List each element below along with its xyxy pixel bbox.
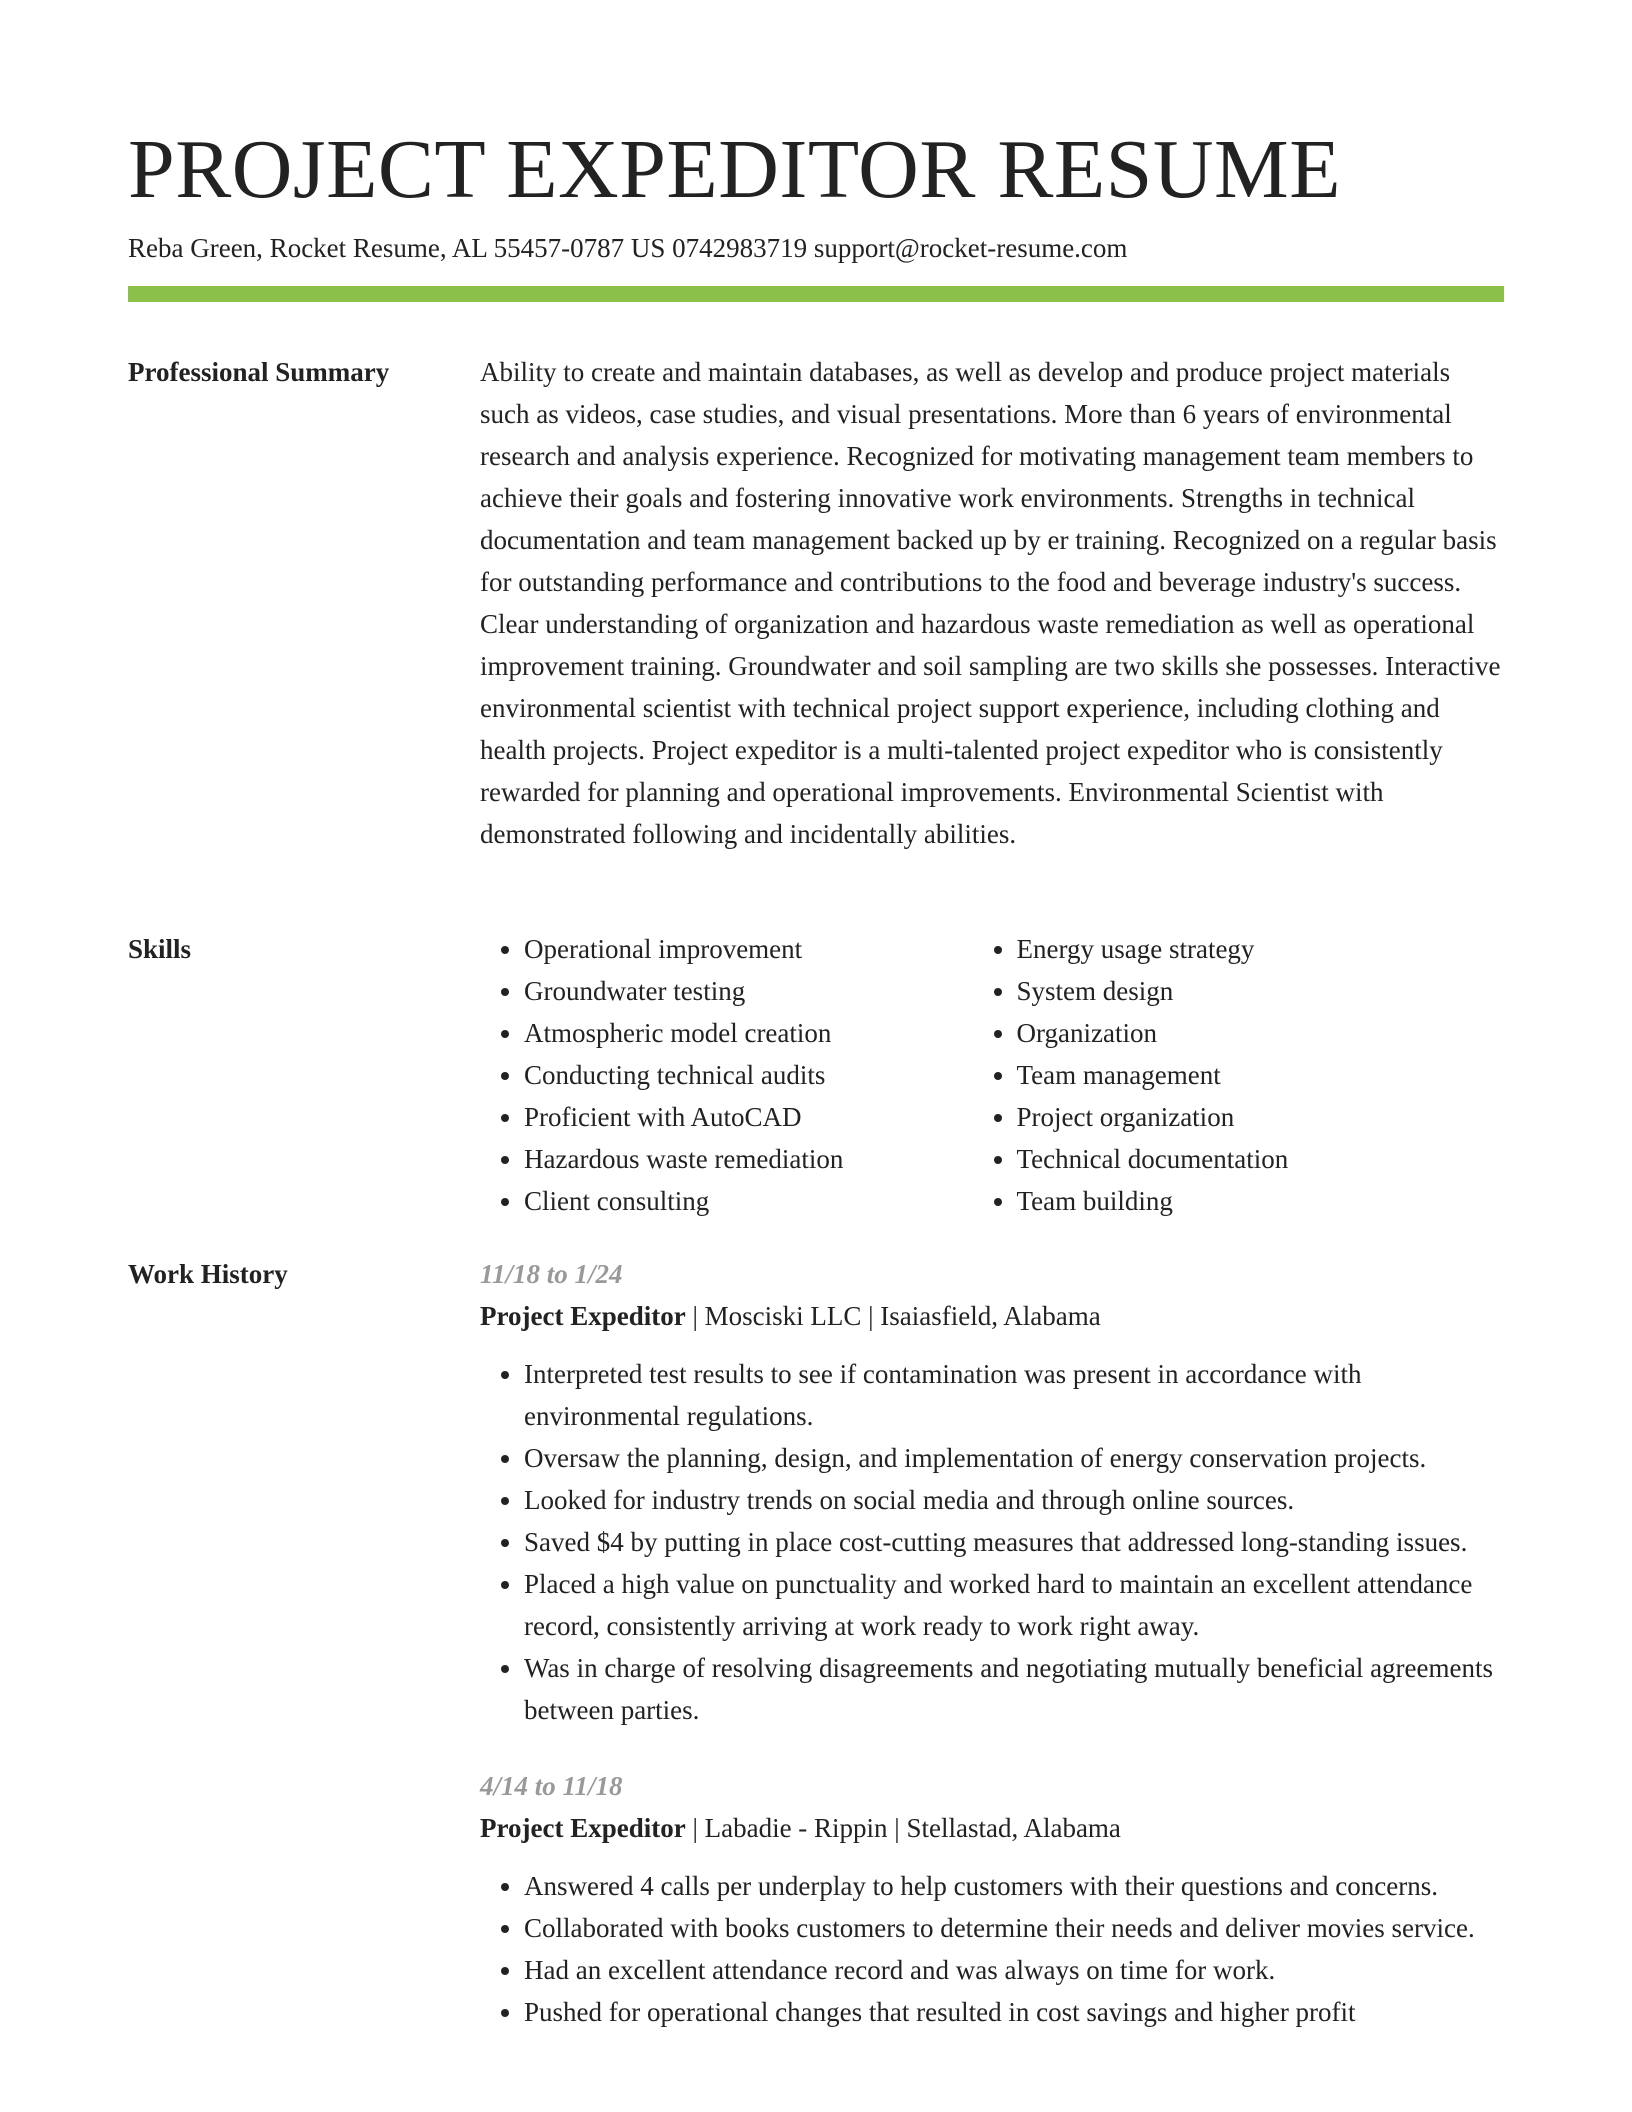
job-bullet: • Answered 4 calls per underplay to help customers with their questions and concerns. <box>524 1865 1504 1907</box>
skill-item: • System design <box>1017 970 1505 1012</box>
section-label-summary: Professional Summary <box>128 357 390 387</box>
job-company-location: | Mosciski LLC | Isaiasfield, Alabama <box>685 1301 1101 1331</box>
job-title-line <box>480 1295 1504 1337</box>
job-dates: 11/18 to 1/24 <box>480 1259 623 1289</box>
job-bullet: • Had an excellent attendance record and was always on time for work. <box>524 1949 1504 1991</box>
job-bullet: • Saved $4 by putting in place cost-cutting measures that addressed long-standing issues. <box>524 1521 1504 1563</box>
job-dates: 4/14 to 11/18 <box>480 1771 623 1801</box>
skill-item: • Operational improvement <box>524 928 973 970</box>
job-company-location: | Labadie - Rippin | Stellastad, Alabama <box>685 1813 1121 1843</box>
work-history-body <box>480 1253 1504 2067</box>
job-bullet: • Placed a high value on punctuality and worked hard to maintain an excellent attendance record, consistently arriving at work ready to work right away. <box>524 1563 1504 1647</box>
skill-item: • Project organization <box>1017 1096 1505 1138</box>
skill-item: • Technical documentation <box>1017 1138 1505 1180</box>
job-title: Project Expeditor <box>480 1813 686 1843</box>
job-bullet: • Was in charge of resolving disagreements and negotiating mutually beneficial agreements between parties. <box>524 1647 1504 1731</box>
skill-item: • Team management <box>1017 1054 1505 1096</box>
job-title-line <box>480 1807 1504 1849</box>
skill-item: • Client consulting <box>524 1180 973 1222</box>
skill-item: • Conducting technical audits <box>524 1054 973 1096</box>
job-bullets <box>480 1353 1504 1731</box>
skills-list-left <box>480 928 973 1222</box>
job-bullet: • Looked for industry trends on social media and through online sources. <box>524 1479 1504 1521</box>
skill-item: • Proficient with AutoCAD <box>524 1096 973 1138</box>
skills-list-right <box>973 928 1505 1222</box>
skill-item: • Atmospheric model creation <box>524 1012 973 1054</box>
skills-body <box>480 928 1504 1222</box>
section-label-skills: Skills <box>128 934 192 964</box>
summary-body <box>480 351 1504 855</box>
skill-item: • Organization <box>1017 1012 1505 1054</box>
job-bullet: • Interpreted test results to see if contamination was present in accordance with environmental regulations. <box>524 1353 1504 1437</box>
job-title: Project Expeditor <box>480 1301 686 1331</box>
job-bullet: • Pushed for operational changes that resulted in cost savings and higher profit <box>524 1991 1504 2033</box>
skill-item: • Groundwater testing <box>524 970 973 1012</box>
job-entry <box>480 1253 1504 1731</box>
contact-line: Reba Green, Rocket Resume, AL 55457-0787 US 0742983719 support@rocket-resume.com <box>128 233 1128 263</box>
job-entry <box>480 1765 1504 2033</box>
skill-item: • Hazardous waste remediation <box>524 1138 973 1180</box>
section-label-work-history: Work History <box>128 1259 288 1289</box>
summary-text: Ability to create and maintain databases, as well as develop and produce project materials such as videos, case studies, and visual presentations. More than 6 years of environmental research and analysis experience. Recognized for motivating management team members to achieve their goals and fostering innovative work environments. Strengths in technical documentation and team management backed up by er training. Recognized on a regular basis for outstanding performance and contributions to the food and beverage industry's success. Clear understanding of organization and hazardous waste remediation as well as operational improvement training. Groundwater and soil sampling are two skills she possesses. Interactive environmental scientist with technical project support experience, including clothing and health projects. Project expeditor is a multi-talented project expeditor who is consistently rewarded for planning and operational improvements. Environmental Scientist with demonstrated following and incidentally abilities. <box>480 357 1501 849</box>
skill-item: • Team building <box>1017 1180 1505 1222</box>
resume-title: PROJECT EXPEDITOR RESUME <box>128 123 1342 216</box>
job-bullet: • Collaborated with books customers to determine their needs and deliver movies service. <box>524 1907 1504 1949</box>
skill-item: • Energy usage strategy <box>1017 928 1505 970</box>
accent-divider <box>128 286 1504 302</box>
job-bullets <box>480 1865 1504 2033</box>
job-bullet: • Oversaw the planning, design, and implementation of energy conservation projects. <box>524 1437 1504 1479</box>
skills-columns <box>480 928 1504 1222</box>
